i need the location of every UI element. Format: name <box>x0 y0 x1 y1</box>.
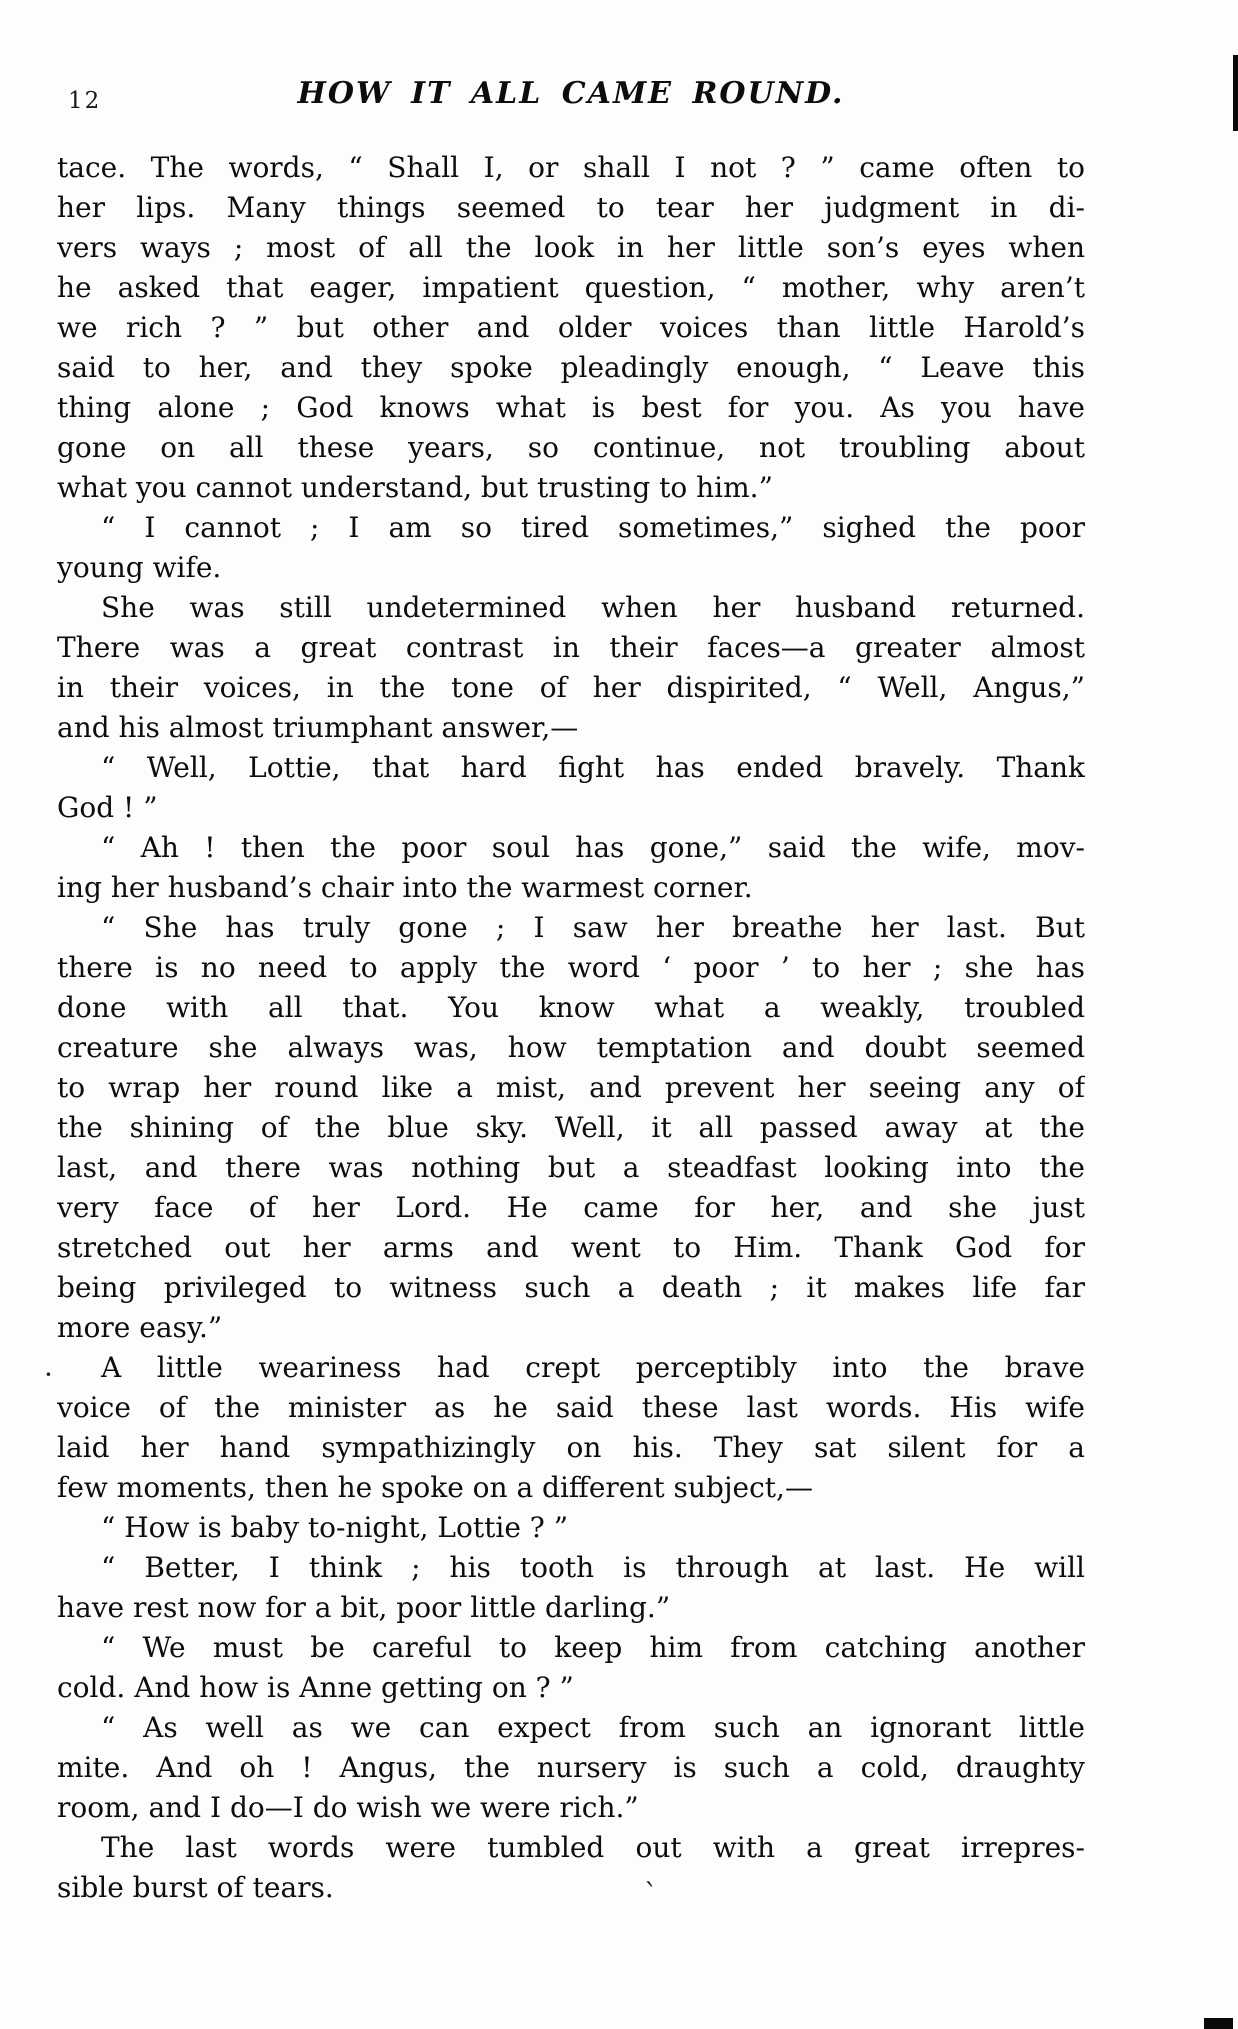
text-line: to wrap her round like a mist, and prevent her seeing any of <box>57 1071 1085 1104</box>
text-line: few moments, then he spoke on a different subject,— <box>57 1471 813 1504</box>
text-line: laid her hand sympathizingly on his. They sat silent for a <box>57 1431 1085 1464</box>
text-line: “ I cannot ; I am so tired sometimes,” sighed the poor <box>101 511 1085 544</box>
text-line: The last words were tumbled out with a great irrepres- <box>101 1831 1085 1864</box>
text-line: creature she always was, how temptation and doubt seemed <box>57 1031 1085 1064</box>
scan-speck-comma: ˋ <box>644 1878 658 1911</box>
text-line: done with all that. You know what a weakly, troubled <box>57 991 1085 1024</box>
text-line: we rich ? ” but other and older voices than little Harold’s <box>57 311 1085 344</box>
text-line: have rest now for a bit, poor little darling.” <box>57 1591 671 1624</box>
text-line: “ We must be careful to keep him from catching another <box>101 1631 1085 1664</box>
text-line: last, and there was nothing but a steadfast looking into the <box>57 1151 1085 1184</box>
page-number: 12 <box>68 88 102 114</box>
text-line: the shining of the blue sky. Well, it all passed away at the <box>57 1111 1085 1144</box>
text-line: cold. And how is Anne getting on ? ” <box>57 1671 574 1704</box>
running-title: HOW IT ALL CAME ROUND. <box>297 76 845 111</box>
text-line: he asked that eager, impatient question, “ mother, why aren’t <box>57 271 1085 304</box>
text-line: tace. The words, “ Shall I, or shall I not ? ” came often to <box>57 151 1085 184</box>
text-line: sible burst of tears. <box>57 1871 334 1904</box>
scan-speck-dot: · <box>44 1358 53 1391</box>
text-line: her lips. Many things seemed to tear her judgment in di- <box>57 191 1085 224</box>
text-line: There was a great contrast in their faces—a greater almost <box>57 631 1085 664</box>
text-line: said to her, and they spoke pleadingly enough, “ Leave this <box>57 351 1085 384</box>
page-text <box>57 148 1085 1908</box>
text-line: “ She has truly gone ; I saw her breathe her last. But <box>101 911 1085 944</box>
scan-corner-artifact <box>1204 2018 1233 2029</box>
text-line: and his almost triumphant answer,— <box>57 711 579 744</box>
text-line: room, and I do—I do wish we were rich.” <box>57 1791 639 1824</box>
text-line: A little weariness had crept perceptibly into the brave <box>101 1351 1085 1384</box>
text-line: young wife. <box>57 551 222 584</box>
text-line: “ Ah ! then the poor soul has gone,” said the wife, mov- <box>101 831 1085 864</box>
text-line: God ! ” <box>57 791 158 824</box>
text-line: thing alone ; God knows what is best for you. As you have <box>57 391 1085 424</box>
text-line: what you cannot understand, but trusting to him.” <box>57 471 773 504</box>
text-line: gone on all these years, so continue, not troubling about <box>57 431 1085 464</box>
text-line: very face of her Lord. He came for her, and she just <box>57 1191 1085 1224</box>
text-line: being privileged to witness such a death ; it makes life far <box>57 1271 1085 1304</box>
text-line: stretched out her arms and went to Him. Thank God for <box>57 1231 1085 1264</box>
text-line: in their voices, in the tone of her dispirited, “ Well, Angus,” <box>57 671 1085 704</box>
text-line: more easy.” <box>57 1311 223 1344</box>
text-line: “ As well as we can expect from such an ignorant little <box>101 1711 1085 1744</box>
text-line: vers ways ; most of all the look in her little son’s eyes when <box>57 231 1085 264</box>
text-line: voice of the minister as he said these last words. His wife <box>57 1391 1085 1424</box>
text-line: mite. And oh ! Angus, the nursery is such a cold, draughty <box>57 1751 1085 1784</box>
text-line: “ Well, Lottie, that hard fight has ended bravely. Thank <box>101 751 1085 784</box>
text-line: “ How is baby to-night, Lottie ? ” <box>101 1511 569 1544</box>
text-line: ing her husband’s chair into the warmest corner. <box>57 871 753 904</box>
scan-edge-artifact <box>1233 55 1238 131</box>
text-line: there is no need to apply the word ‘ poor ’ to her ; she has <box>57 951 1085 984</box>
text-line: She was still undetermined when her husband returned. <box>101 591 1085 624</box>
text-line: “ Better, I think ; his tooth is through at last. He will <box>101 1551 1085 1584</box>
